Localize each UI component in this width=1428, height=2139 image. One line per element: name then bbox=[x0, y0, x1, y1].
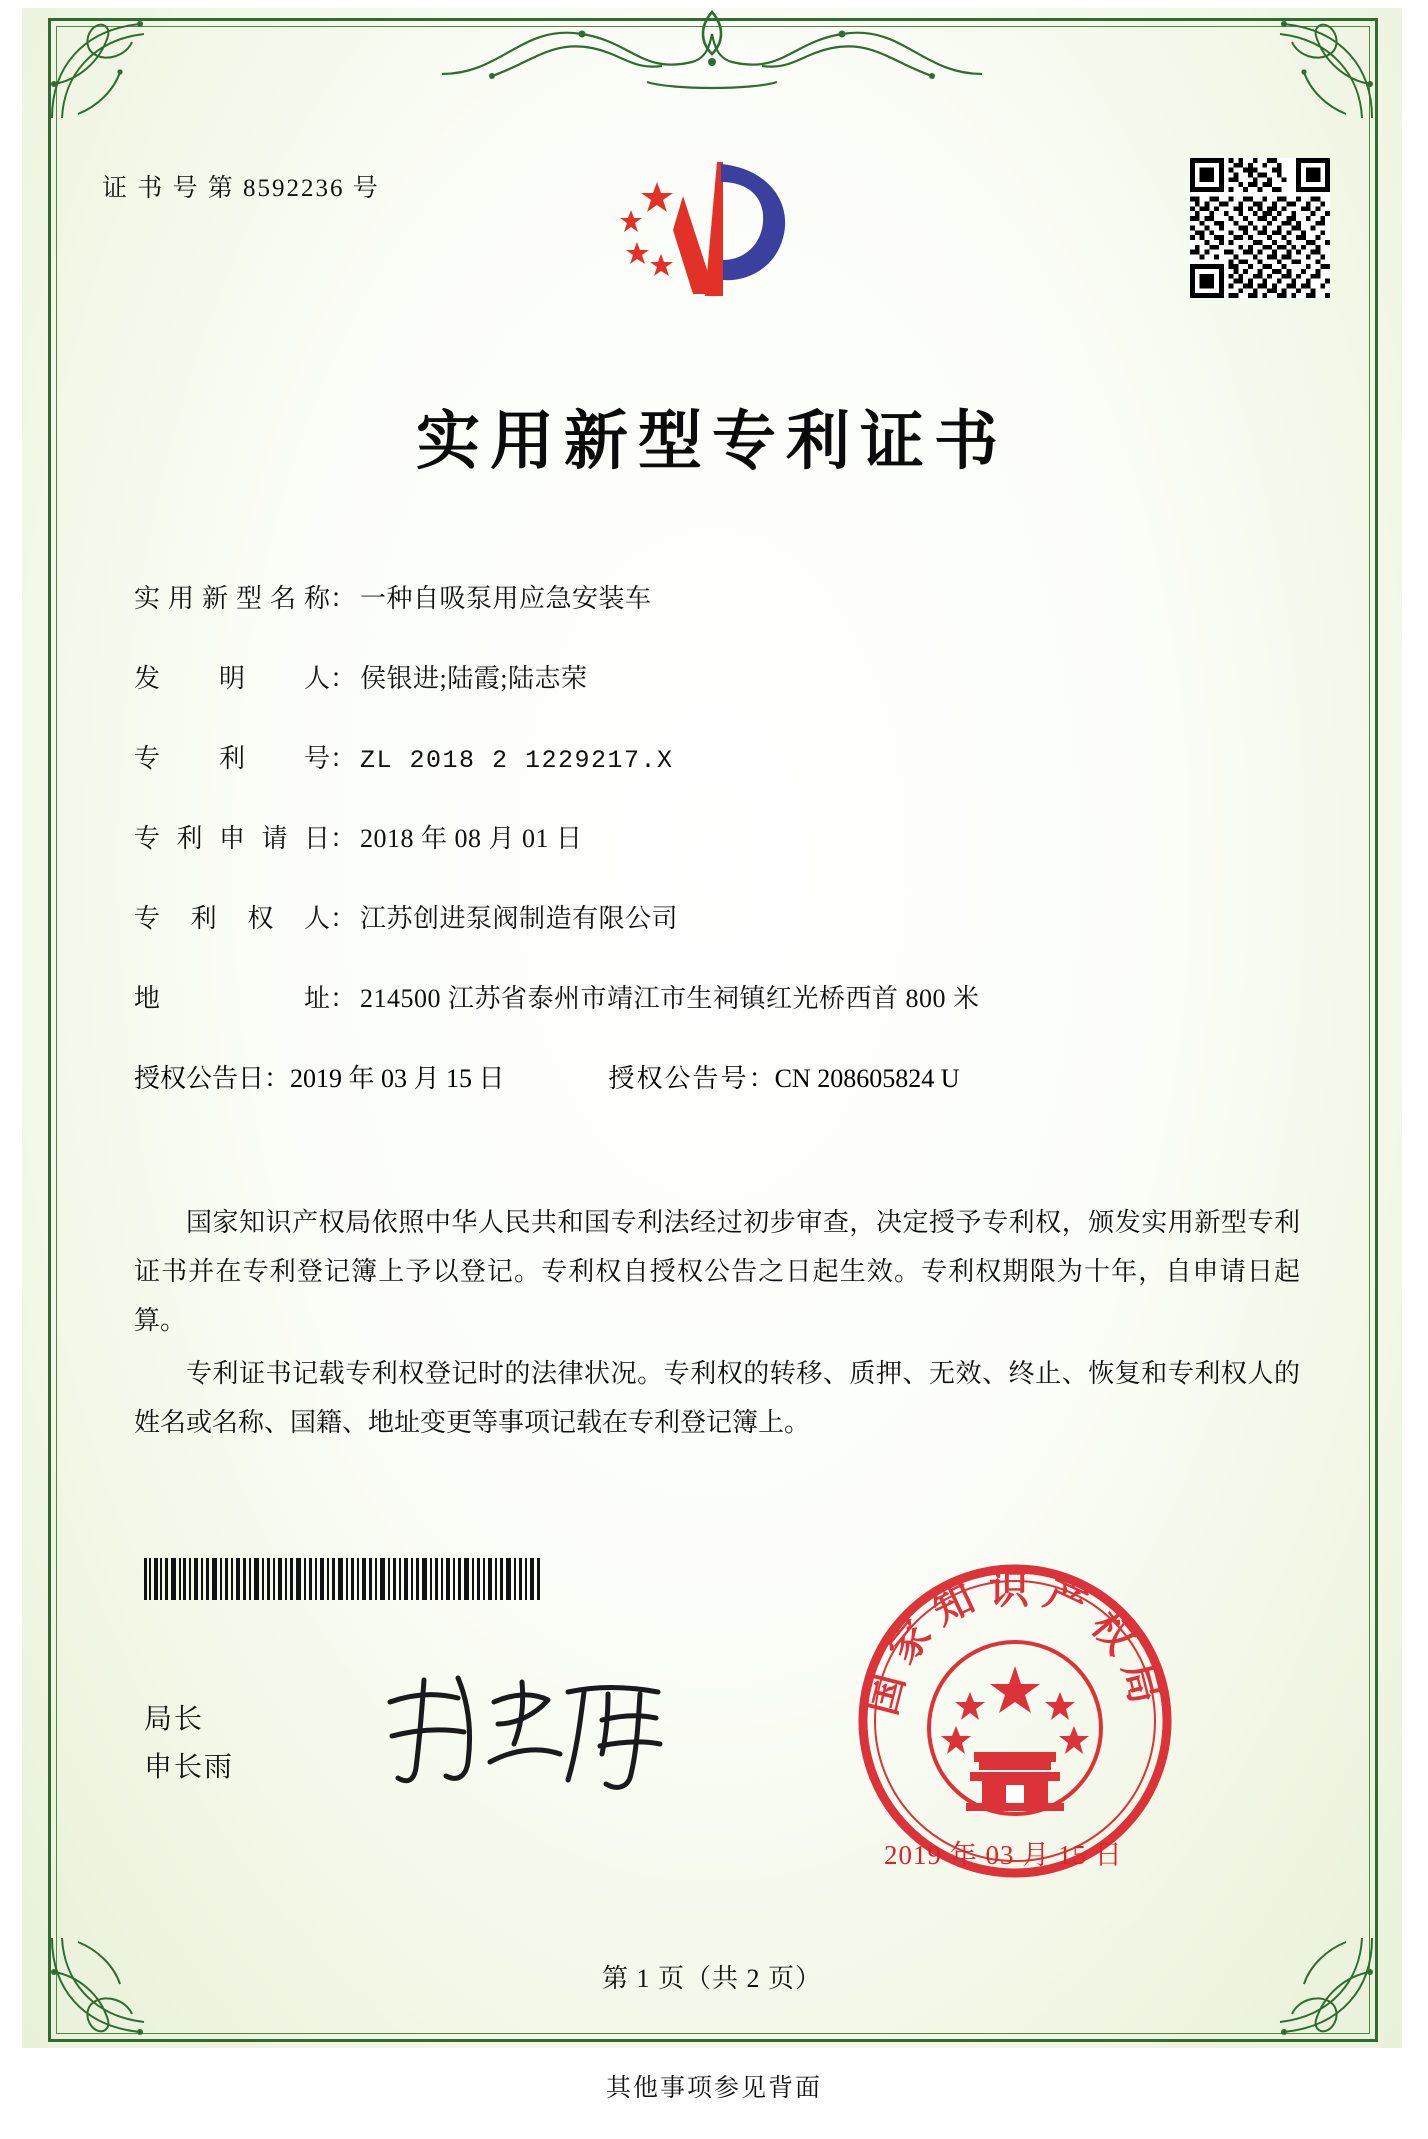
field-colon: ： bbox=[330, 984, 357, 1013]
field-label: 实用新型名称 bbox=[134, 584, 330, 613]
back-side-note: 其他事项参见背面 bbox=[605, 2075, 822, 2102]
director-title-label: 局长 bbox=[144, 1704, 205, 1735]
certificate-number: 证 书 号 第 8592236 号 bbox=[102, 175, 380, 202]
field-value: ZL 2018 2 1229217.X bbox=[360, 746, 674, 775]
field-value: 2018 年 08 月 01 日 bbox=[360, 824, 583, 853]
qr-code-icon bbox=[1190, 158, 1330, 298]
field-value: 侯银进;陆霞;陆志荣 bbox=[360, 664, 588, 693]
field-colon: ： bbox=[330, 904, 357, 933]
seal-text: 国家知识产权局 bbox=[859, 1567, 1171, 1720]
field-value: 江苏创进泵阀制造有限公司 bbox=[360, 904, 679, 933]
field-row-application-date bbox=[134, 818, 1294, 855]
legal-paragraph-2: 专利证书记载专利权登记时的法律状况。专利权的转移、质押、无效、终止、恢复和专利权人的姓名或名称、国籍、地址变更等事项记载在专利登记簿上。 bbox=[134, 1359, 1300, 1437]
field-row-grant-announcement bbox=[134, 1058, 1294, 1095]
field-value: 214500 江苏省泰州市靖江市生祠镇红光桥西首 800 米 bbox=[360, 984, 980, 1013]
field-label: 专利权人 bbox=[134, 904, 330, 933]
page-title: 实用新型专利证书 bbox=[416, 406, 1008, 477]
grant-number-value: CN 208605824 U bbox=[774, 1064, 960, 1093]
seal-date: 2019 年 03 月 15 日 bbox=[884, 1840, 1123, 1870]
certificate-body bbox=[22, 8, 1402, 2048]
field-row-utility-model-name bbox=[134, 578, 1294, 615]
barcode-icon bbox=[144, 1558, 544, 1600]
field-row-patent-number bbox=[134, 738, 1294, 775]
field-colon: ： bbox=[330, 584, 357, 613]
cnipa-logo-icon bbox=[597, 156, 807, 306]
grant-date-value: 2019 年 03 月 15 日 bbox=[290, 1064, 505, 1093]
grant-number-label: 授权公告号 bbox=[608, 1064, 749, 1093]
director-name: 申长雨 bbox=[144, 1752, 235, 1783]
field-label: 地址 bbox=[134, 984, 330, 1013]
signature-block bbox=[144, 1696, 234, 1792]
field-colon: ： bbox=[330, 824, 357, 853]
legal-paragraph-1: 国家知识产权局依照中华人民共和国专利法经过初步审查，决定授予专利权，颁发实用新型专利证书并在专利登记簿上予以登记。专利权自授权公告之日起生效。专利权期限为十年，自申请日起算。 bbox=[134, 1208, 1300, 1335]
field-label: 专利申请日 bbox=[134, 824, 330, 853]
field-row-patentee bbox=[134, 898, 1294, 935]
handwritten-signature-icon bbox=[372, 1658, 702, 1798]
field-label: 专利号 bbox=[134, 744, 330, 773]
field-colon: ： bbox=[330, 664, 357, 693]
grant-date-colon: ： bbox=[264, 1064, 291, 1093]
field-label: 发明人 bbox=[134, 664, 330, 693]
field-value: 一种自吸泵用应急安装车 bbox=[360, 584, 652, 613]
field-colon: ： bbox=[330, 744, 357, 773]
field-list bbox=[134, 578, 1294, 1115]
grant-number-colon: ： bbox=[748, 1064, 775, 1093]
field-row-inventors bbox=[134, 658, 1294, 695]
grant-date-label: 授权公告日 bbox=[134, 1064, 265, 1093]
field-row-address bbox=[134, 978, 1294, 1015]
page-indicator: 第 1 页（共 2 页） bbox=[601, 1964, 822, 1993]
legal-text-block bbox=[134, 1198, 1300, 1451]
